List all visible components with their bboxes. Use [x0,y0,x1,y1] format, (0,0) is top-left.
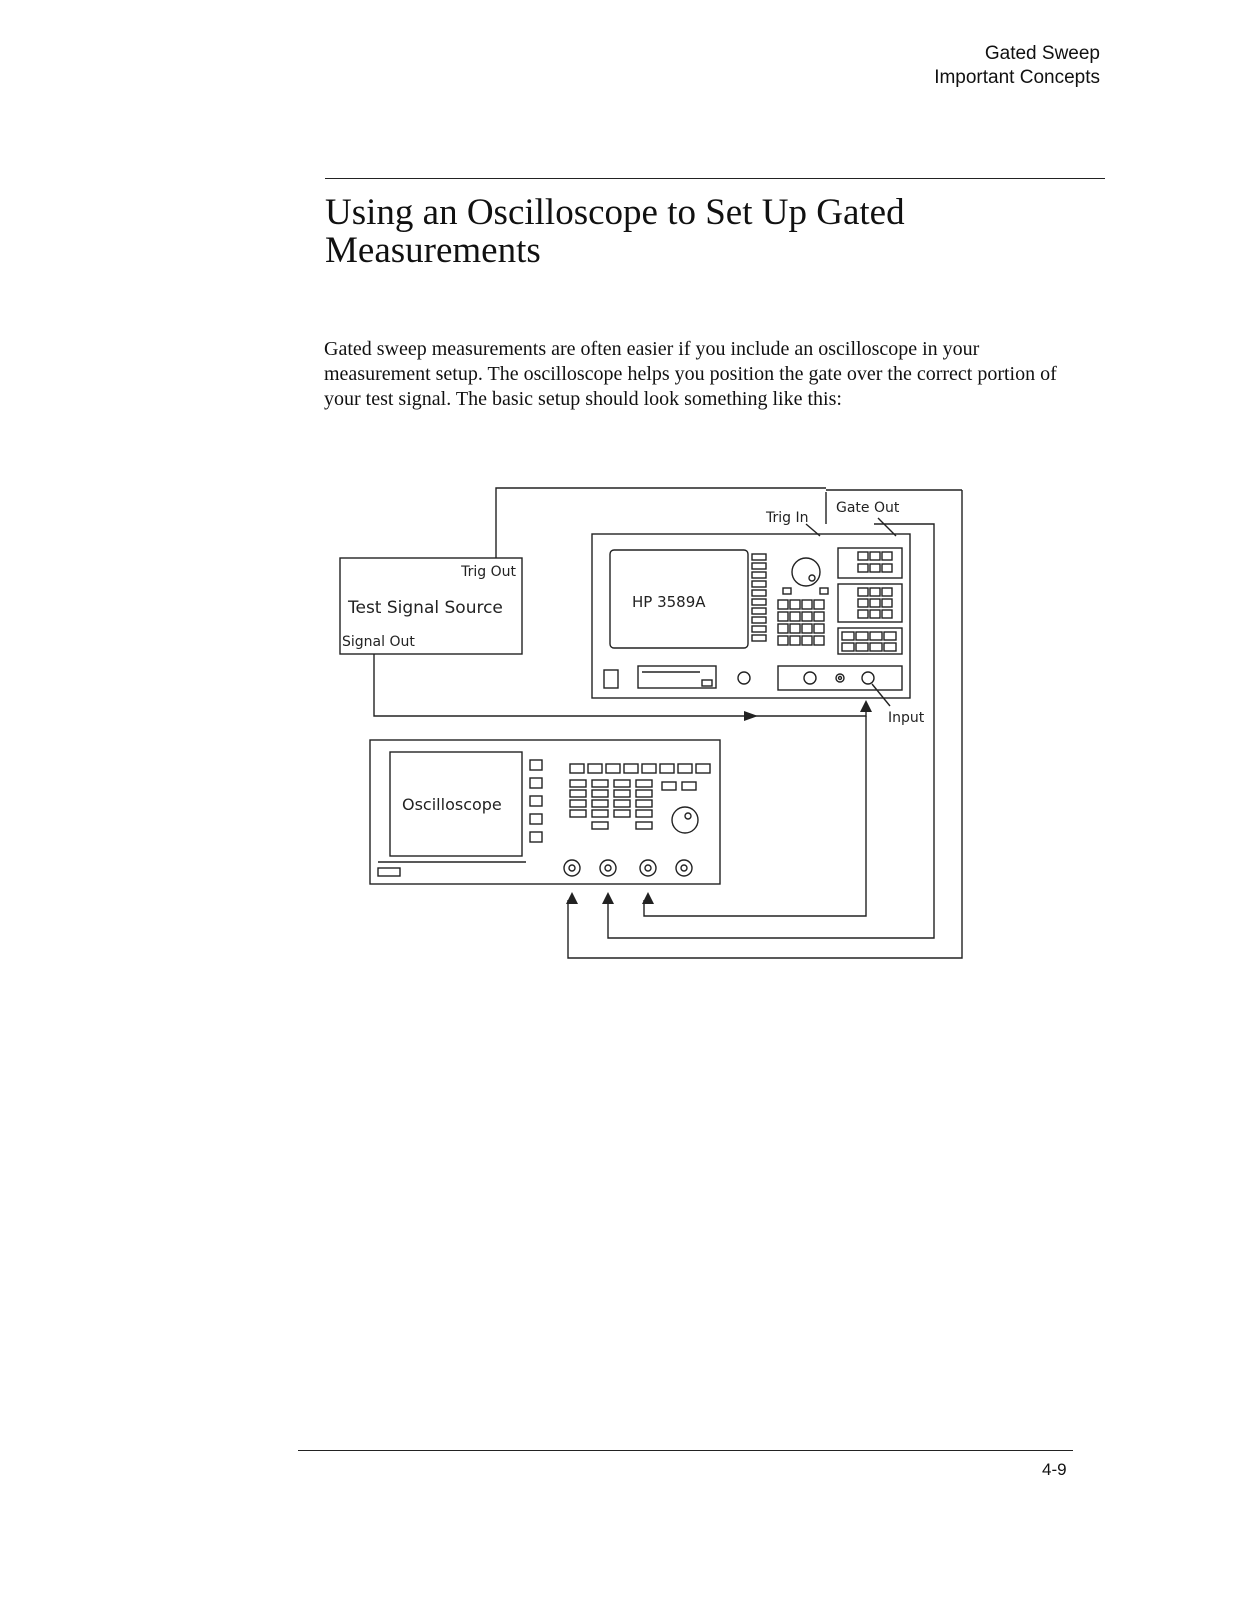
scope-side-buttons [530,760,542,842]
scope-keys [570,780,696,829]
oscilloscope [370,740,720,884]
analyzer-name-label: HP 3589A [632,593,706,611]
analyzer-gate-out-label: Gate Out [836,500,900,516]
source-trig-out-label: Trig Out [461,564,516,580]
arrow-up-ch1 [566,892,578,904]
scope-top-buttons [570,764,710,773]
bottom-rule [298,1450,1073,1451]
analyzer-key-groups [838,548,902,654]
scope-input-connectors [564,860,692,876]
running-head [934,42,1100,90]
analyzer-input-label: Input [888,710,925,726]
page-number: 4-9 [1042,1460,1067,1479]
analyzer-softkeys [752,554,766,641]
source-name-label: Test Signal Source [348,598,503,618]
source-signal-out-label: Signal Out [342,634,415,650]
test-signal-source [340,558,522,654]
section-title-line-1: Using an Oscilloscope to Set Up Gated [325,192,905,233]
intro-paragraph: Gated sweep measurements are often easier if you include an oscilloscope in your measurement setup. The oscilloscope helps you position the gate over the correct portion of your test signal. The basic setup should look something like this: [324,338,1057,410]
arrow-right [744,711,758,721]
analyzer-power-switch [604,670,618,688]
analyzer-input-connector [862,672,874,684]
running-head-chapter: Gated Sweep [984,43,1100,64]
analyzer-keypad [778,600,824,645]
arrow-up-ch2 [602,892,614,904]
arrow-up-input [860,700,872,712]
analyzer-disk-drive [638,666,716,688]
analyzer-knob [792,558,820,586]
scope-name-label: Oscilloscope [402,795,502,814]
hp-analyzer [592,492,925,726]
section-title-line-2: Measurements [325,230,541,271]
running-head-section: Important Concepts [934,67,1100,88]
scope-knob [672,807,698,833]
setup-diagram [330,480,970,980]
cable-arrows [566,700,872,904]
section-title [325,194,1085,270]
analyzer-trig-in-label: Trig In [766,510,809,526]
top-rule [325,178,1105,179]
arrow-up-ch3 [642,892,654,904]
